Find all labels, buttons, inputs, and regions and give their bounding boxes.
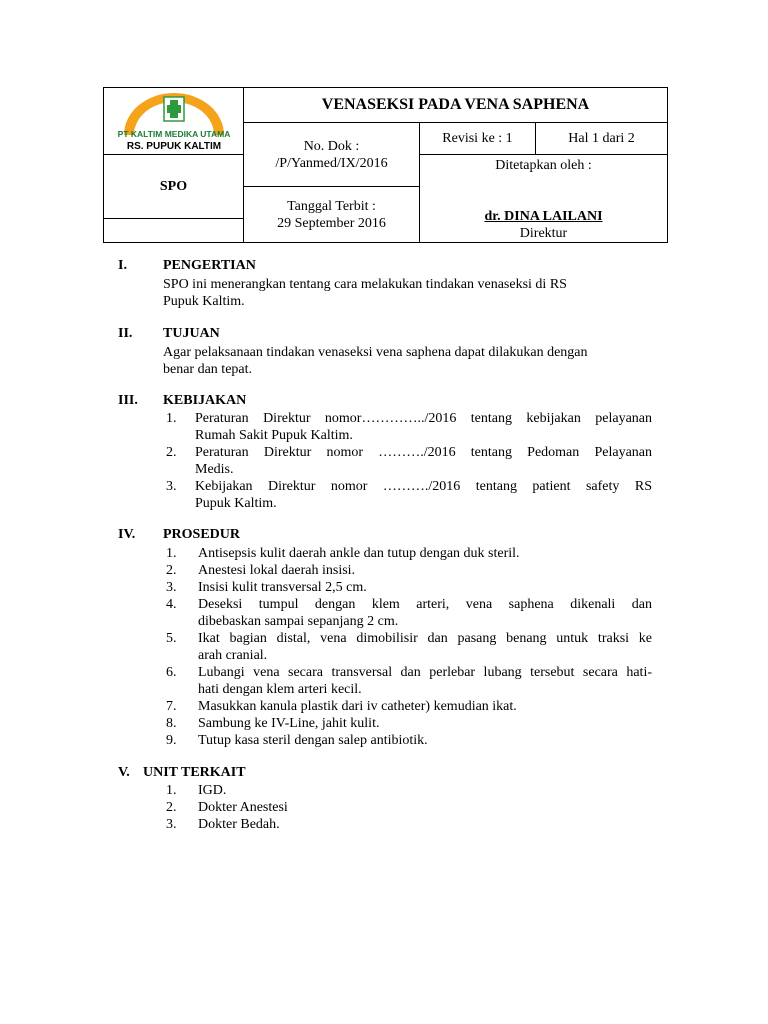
issue-date-cell: [244, 187, 420, 243]
list-item: 4. Deseksi tumpul dengan klem arteri, vena saphena dikenali dan dibebaskan sampai sepanjang 2 cm.: [166, 597, 652, 629]
section-pengertian-body: [163, 276, 653, 310]
revision-cell: Revisi ke : 1: [420, 123, 536, 155]
kebijakan-list: [166, 410, 652, 512]
section-title: UNIT TERKAIT: [143, 765, 246, 780]
paragraph-line: SPO ini menerangkan tentang cara melakukan tindakan venaseksi di RS: [163, 277, 567, 292]
document-number-cell: [244, 123, 420, 187]
list-item: 3. Dokter Bedah.: [166, 817, 280, 832]
section-number: III.: [118, 393, 138, 408]
spo-cell-spacer: [104, 219, 244, 243]
list-item: 1. Antisepsis kulit daerah ankle dan tutup dengan duk steril.: [166, 546, 520, 561]
hospital-logo-icon: [112, 89, 236, 153]
section-title: TUJUAN: [163, 326, 220, 341]
section-title: KEBIJAKAN: [163, 393, 247, 408]
list-item: 7. Masukkan kanula plastik dari iv catheter) kemudian ikat.: [166, 699, 517, 714]
section-number: I.: [118, 258, 127, 273]
list-item: 2. Anestesi lokal daerah insisi.: [166, 563, 356, 578]
section-title: PENGERTIAN: [163, 258, 256, 273]
document-header-table: [103, 87, 668, 243]
signer-title: Direktur: [519, 226, 568, 241]
logo-hospital-text: RS. PUPUK KALTIM: [126, 141, 221, 152]
section-unit-heading: [118, 765, 246, 781]
approved-by-label: Ditetapkan oleh :: [495, 158, 592, 173]
section-title: PROSEDUR: [163, 527, 241, 542]
section-number: V.: [118, 765, 130, 780]
section-tujuan-body: [163, 344, 653, 378]
section-number: IV.: [118, 527, 136, 542]
document-number-label: No. Dok :: [303, 138, 360, 154]
page-count-cell: Hal 1 dari 2: [536, 123, 668, 155]
list-item: 6. Lubangi vena secara transversal dan perlebar lubang tersebut secara hati- hati dengan klem arteri kecil.: [166, 665, 652, 697]
list-item: 9. Tutup kasa steril dengan salep antibiotik.: [166, 733, 428, 748]
section-prosedur-heading: [118, 527, 240, 543]
issue-date-value: 29 September 2016: [277, 215, 386, 231]
paragraph-line: Agar pelaksanaan tindakan venaseksi vena saphena dapat dilakukan dengan: [163, 345, 588, 360]
approval-cell: [420, 155, 668, 243]
section-pengertian-heading: [118, 258, 256, 274]
list-item: 2. Peraturan Direktur nomor ………./2016 tentang Pedoman Pelayanan Medis.: [166, 445, 652, 477]
hospital-logo: [104, 88, 244, 155]
issue-date-label: Tanggal Terbit :: [287, 198, 376, 214]
list-item: 8. Sambung ke IV-Line, jahit kulit.: [166, 716, 380, 731]
spo-label: SPO: [104, 155, 244, 219]
section-number: II.: [118, 326, 133, 341]
list-item: 2. Dokter Anestesi: [166, 800, 288, 815]
list-item: 1. Peraturan Direktur nomor…………../2016 tentang kebijakan pelayanan Rumah Sakit Pupuk Kaltim.: [166, 411, 652, 443]
signer-name: dr. DINA LAILANI: [484, 209, 603, 224]
list-item: 3. Kebijakan Direktur nomor ………./2016 tentang patient safety RS Pupuk Kaltim.: [166, 479, 652, 511]
unit-list: [166, 782, 652, 833]
list-item: 3. Insisi kulit transversal 2,5 cm.: [166, 580, 367, 595]
list-item: 5. Ikat bagian distal, vena dimobilisir dan pasang benang untuk traksi ke arah cranial.: [166, 631, 652, 663]
paragraph-line: benar dan tepat.: [163, 362, 253, 377]
document-title: VENASEKSI PADA VENA SAPHENA: [244, 88, 668, 123]
logo-company-text: PT KALTIM MEDIKA UTAMA: [117, 129, 230, 139]
prosedur-list: [166, 545, 652, 749]
section-tujuan-heading: [118, 326, 220, 342]
section-kebijakan-heading: [118, 393, 246, 409]
list-item: 1. IGD.: [166, 783, 227, 798]
paragraph-line: Pupuk Kaltim.: [163, 294, 245, 309]
document-number-value: /P/Yanmed/IX/2016: [275, 155, 388, 171]
